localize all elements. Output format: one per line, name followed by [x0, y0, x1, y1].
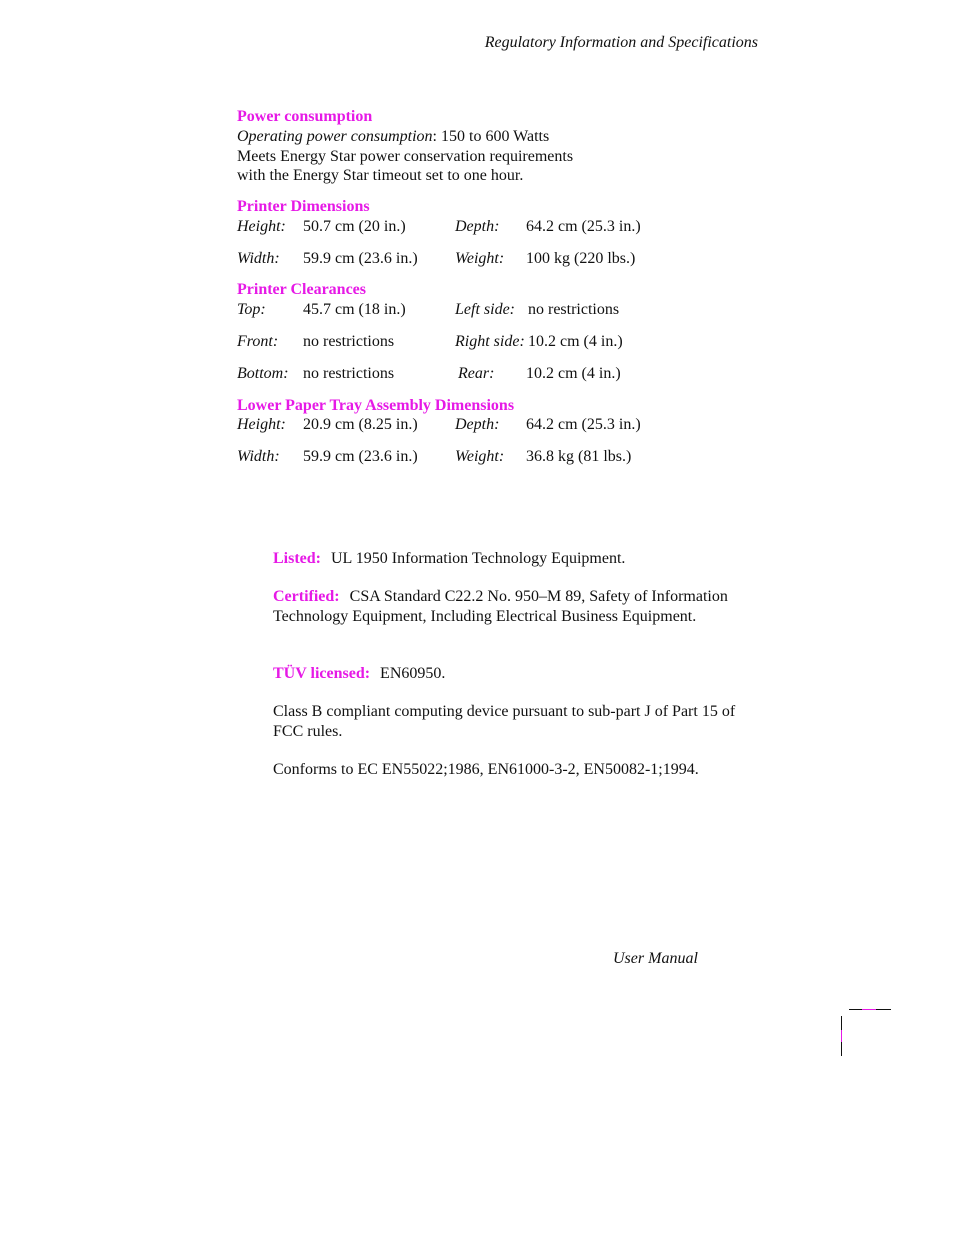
spec-label: Left side: — [455, 301, 515, 318]
tuv-text: EN60950. — [380, 665, 446, 682]
spec-value: 64.2 cm (25.3 in.) — [526, 416, 641, 433]
spec-label: Height: — [237, 218, 286, 235]
power-line-3: with the Energy Star timeout set to one hour. — [237, 167, 524, 184]
certified-paragraph — [273, 587, 763, 627]
power-line-1 — [237, 127, 549, 146]
tuv-label: TÜV licensed: — [273, 665, 371, 682]
corner-rule-vertical-accent — [841, 1030, 842, 1042]
spec-label: Depth: — [455, 218, 500, 235]
power-value: : 150 to 600 Watts — [432, 128, 550, 145]
corner-rule-accent — [862, 1009, 876, 1010]
footer-text: User Manual — [613, 950, 698, 967]
spec-value: no restrictions — [303, 333, 395, 350]
running-header: Regulatory Information and Specifications — [484, 34, 758, 51]
listed-paragraph — [273, 549, 763, 569]
printer-dimensions-heading: Printer Dimensions — [237, 198, 370, 215]
spec-label: Weight: — [455, 448, 505, 465]
spec-label: Width: — [237, 448, 280, 465]
spec-value: 36.8 kg (81 lbs.) — [526, 448, 632, 465]
tuv-paragraph — [273, 664, 763, 684]
spec-value: 59.9 cm (23.6 in.) — [303, 448, 418, 465]
ec-paragraph: Conforms to EC EN55022;1986, EN61000-3-2, EN50082-1;1994. — [273, 761, 699, 778]
spec-value: 64.2 cm (25.3 in.) — [526, 218, 641, 235]
spec-label: Rear: — [458, 365, 495, 382]
spec-value: 59.9 cm (23.6 in.) — [303, 250, 418, 267]
spec-value: 10.2 cm (4 in.) — [526, 365, 621, 382]
spec-label: Weight: — [455, 250, 505, 267]
spec-value: no restrictions — [528, 301, 620, 318]
spec-label: Front: — [237, 333, 279, 350]
listed-label: Listed: — [273, 550, 321, 567]
certified-text: CSA Standard C22.2 No. 950–M 89, Safety of Information Technology Equipment, Including Electrical Business Equipment. — [273, 588, 728, 625]
spec-label: Depth: — [455, 416, 500, 433]
spec-label: Top: — [237, 301, 266, 318]
power-label: Operating power consumption — [237, 128, 433, 145]
spec-value: 20.9 cm (8.25 in.) — [303, 416, 418, 433]
spec-value: no restrictions — [303, 365, 395, 382]
printer-clearances-heading: Printer Clearances — [237, 281, 366, 298]
spec-value: 45.7 cm (18 in.) — [303, 301, 406, 318]
spec-label: Right side: — [455, 333, 525, 350]
spec-value: 100 kg (220 lbs.) — [526, 250, 636, 267]
spec-label: Height: — [237, 416, 286, 433]
spec-label: Bottom: — [237, 365, 289, 382]
listed-text: UL 1950 Information Technology Equipment. — [331, 550, 626, 567]
certified-label: Certified: — [273, 588, 340, 605]
spec-label: Width: — [237, 250, 280, 267]
spec-value: 50.7 cm (20 in.) — [303, 218, 406, 235]
lower-tray-heading: Lower Paper Tray Assembly Dimensions — [237, 397, 515, 414]
power-line-2: Meets Energy Star power conservation requirements — [237, 148, 574, 165]
spec-value: 10.2 cm (4 in.) — [528, 333, 623, 350]
power-heading: Power consumption — [237, 108, 373, 125]
fcc-paragraph: Class B compliant computing device pursuant to sub-part J of Part 15 of FCC rules. — [273, 703, 736, 740]
